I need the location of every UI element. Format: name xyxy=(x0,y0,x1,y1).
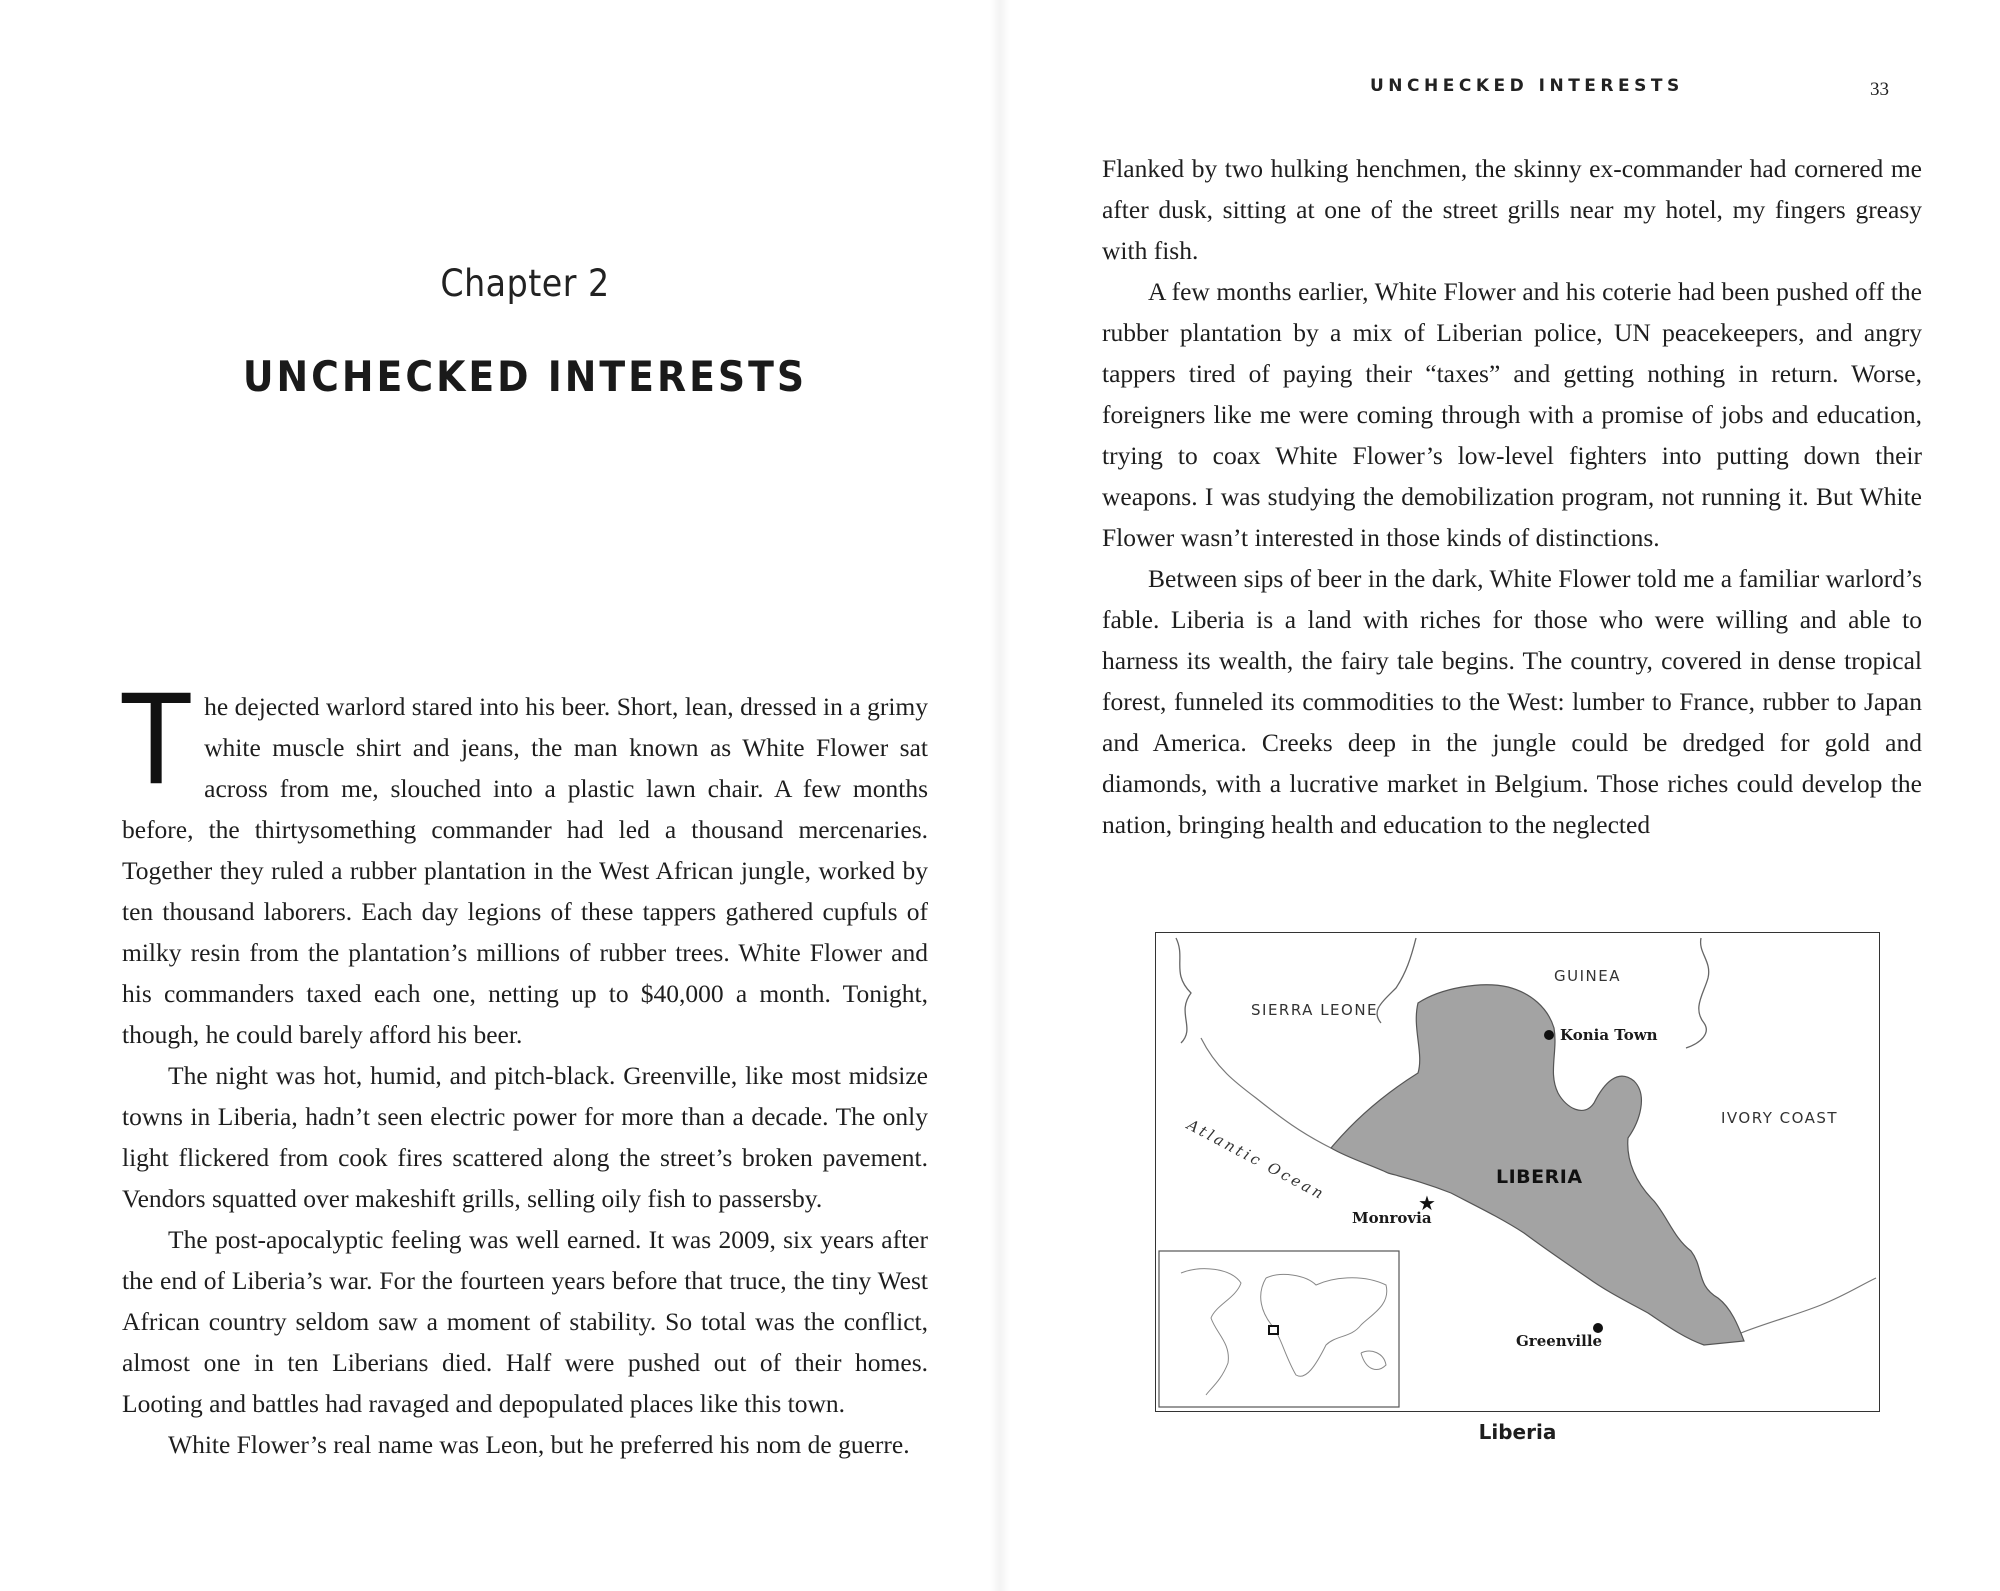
border-line xyxy=(1176,938,1191,1043)
ivory-coast-label: IVORY COAST xyxy=(1721,1109,1839,1127)
chapter-label: Chapter 2 xyxy=(440,262,610,305)
paragraph-text: he dejected warlord stared into his beer. Short, lean, dressed in a grimy white muscle shirt and jeans, the man known as White Flower sat across from me, slouched into a plastic lawn chair. A few months before, the thirtysomething commander had led a thousand mercenaries. Together they ruled a rubber plantation in the West African jungle, worked by ten thousand laborers. Each day legions of these tappers gathered cupfuls of milky resin from the plantation’s millions of rubber trees. White Flower and his commanders taxed each one, netting up to $40,000 a month. Tonight, though, he could barely afford his beer. xyxy=(122,692,928,1049)
page-number: 33 xyxy=(1870,79,1889,100)
greenville-label: Greenville xyxy=(1516,1332,1603,1350)
liberia-map xyxy=(1155,932,1880,1412)
monrovia-marker: ★ xyxy=(1418,1191,1436,1215)
konia-town-label: Konia Town xyxy=(1560,1026,1658,1044)
paragraph: White Flower’s real name was Leon, but he preferred his nom de guerre. xyxy=(168,1430,910,1459)
konia-town-marker xyxy=(1544,1030,1554,1040)
guinea-label: GUINEA xyxy=(1554,967,1621,985)
coastline xyxy=(1741,1278,1876,1333)
border-line xyxy=(1377,938,1416,1023)
running-head: UNCHECKED INTERESTS xyxy=(1370,76,1684,96)
liberia-inset-marker xyxy=(1269,1326,1278,1334)
paragraph: A few months earlier, White Flower and his coterie had been pushed off the rubber plantation by a mix of Liberian police, UN peacekeepers, and angry tappers tired of paying their “taxes” and getting nothing in return. Worse, foreigners like me were coming through with a promise of jobs and education, trying to coax White Flower’s low-level fighters into putting down their weapons. I was studying the demobilization program, not running it. But White Flower wasn’t interested in those kinds of distinctions. xyxy=(1102,277,1922,552)
right-body-text xyxy=(1102,148,1922,845)
border-line xyxy=(1686,938,1709,1048)
sierra-leone-label: SIERRA LEONE xyxy=(1251,1001,1379,1019)
paragraph: The night was hot, humid, and pitch-black. Greenville, like most midsize towns in Liberia, hadn’t seen electric power for more than a decade. The only light flickered from cook fires scattered along the street’s broken pavement. Vendors squatted over makeshift grills, selling oily fish to passersby. xyxy=(122,1061,928,1213)
liberia-label: LIBERIA xyxy=(1496,1166,1583,1188)
right-page xyxy=(1000,0,2000,1591)
monrovia-label: Monrovia xyxy=(1352,1209,1432,1227)
ocean-label: Atlantic Ocean xyxy=(1184,1115,1329,1204)
map-caption: Liberia xyxy=(1478,1420,1557,1444)
drop-cap: T xyxy=(122,669,191,813)
paragraph: Between sips of beer in the dark, White Flower told me a familiar warlord’s fable. Liberia is a land with riches for those who were willing and able to harness its wealth, the fairy tale begins. The country, covered in dense tropical forest, funneled its commodities to the West: lumber to France, rubber to Japan and America. Creeks deep in the jungle could be dredged for gold and diamonds, with a lucrative market in Belgium. Those riches could develop the nation, bringing health and education to the neglected xyxy=(1102,564,1922,839)
chapter-title: UNCHECKED INTERESTS xyxy=(242,352,808,401)
paragraph: Flanked by two hulking henchmen, the skinny ex-commander had cornered me after dusk, sitting at one of the street grills near my hotel, my fingers greasy with fish. xyxy=(1102,154,1922,265)
paragraph: The post-apocalyptic feeling was well earned. It was 2009, six years after the end of Liberia’s war. For the fourteen years before that truce, the tiny West African country seldom saw a moment of stability. So total was the conflict, almost one in ten Liberians died. Half were pushed out of their homes. Looting and battles had ravaged and depopulated places like this town. xyxy=(122,1225,928,1418)
paragraph xyxy=(122,669,928,1055)
left-body-text xyxy=(122,669,928,1465)
